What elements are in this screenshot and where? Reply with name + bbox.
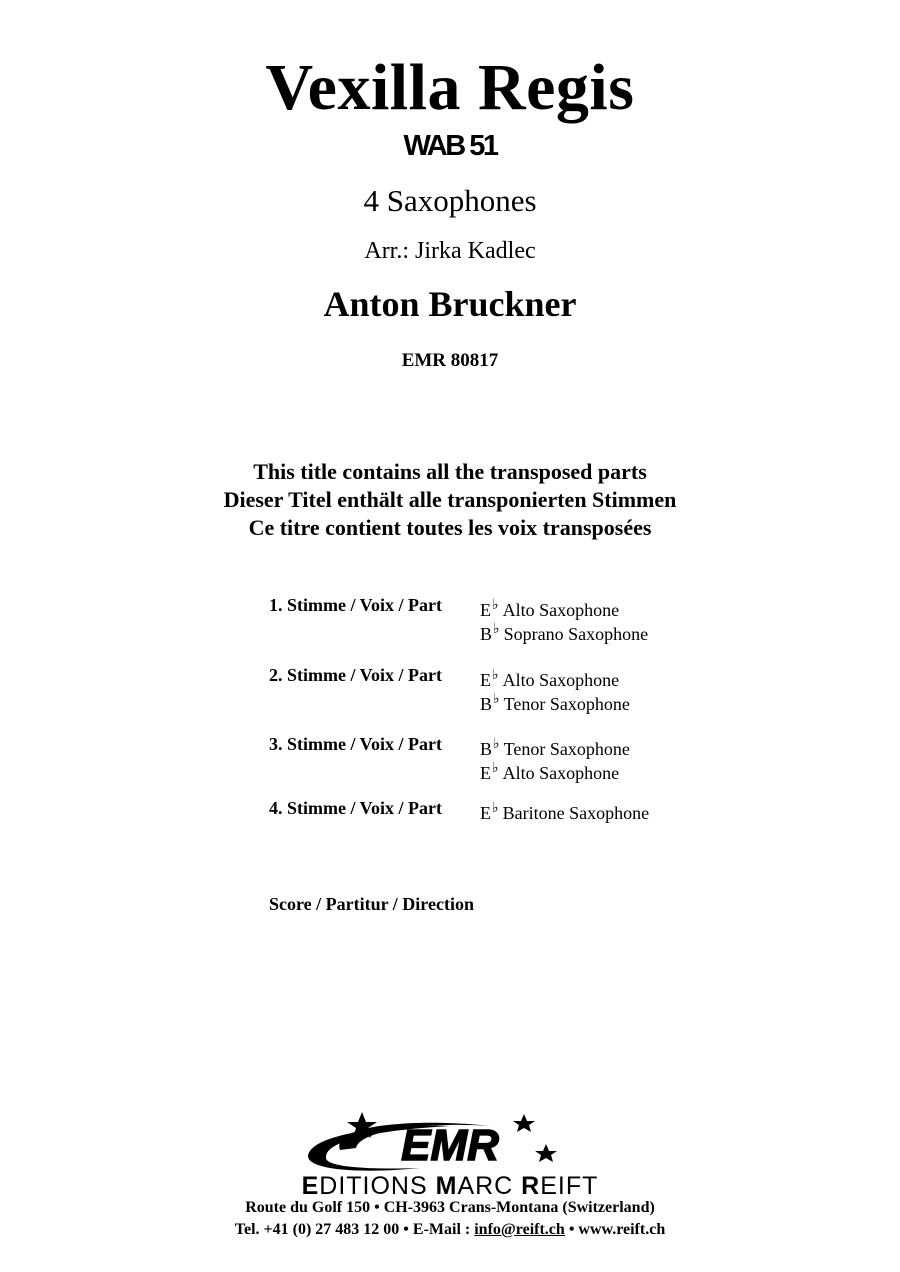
transposition-notes <box>0 458 900 542</box>
part-instrument: E♭ Baritone Saxophone <box>480 801 650 823</box>
flat-sign-icon: ♭ <box>492 801 499 816</box>
parts-list <box>269 596 749 829</box>
part-instrument: B♭ Tenor Saxophone <box>480 692 630 714</box>
score-label: Score / Partitur / Direction <box>269 894 474 914</box>
publisher-name: EDITIONS MARC REIFT <box>301 1172 599 1200</box>
flat-sign-icon: ♭ <box>492 761 499 776</box>
part-row <box>269 735 749 799</box>
catalog-number: WAB 51 <box>403 130 497 162</box>
email-link[interactable]: info@reift.ch <box>474 1221 565 1238</box>
part-label: 1. Stimme / Voix / Part <box>269 595 442 615</box>
flat-sign-icon: ♭ <box>493 622 500 637</box>
page-title: Vexilla Regis <box>265 51 635 124</box>
part-row <box>269 666 749 735</box>
part-instrument: E♭ Alto Saxophone <box>480 761 620 783</box>
arranger: Arr.: Jirka Kadlec <box>364 238 536 264</box>
part-row <box>269 596 749 666</box>
flat-sign-icon: ♭ <box>493 737 500 752</box>
part-instrument: E♭ Alto Saxophone <box>480 668 620 690</box>
note-english: This title contains all the transposed parts <box>253 459 647 484</box>
part-instrument: B♭ Soprano Saxophone <box>480 622 649 644</box>
publisher-contact: Tel. +41 (0) 27 483 12 00 • E-Mail : info@reift.ch • www.reift.ch <box>234 1221 666 1238</box>
flat-sign-icon: ♭ <box>492 668 499 683</box>
note-french: Ce titre contient toutes les voix transposées <box>248 515 652 540</box>
flat-sign-icon: ♭ <box>493 692 500 707</box>
edition-number: EMR 80817 <box>401 350 499 371</box>
note-german: Dieser Titel enthält alle transponierten Stimmen <box>223 487 677 512</box>
part-row <box>269 799 749 829</box>
publisher-address: Route du Golf 150 • CH-3963 Crans-Montana (Switzerland) <box>245 1199 655 1216</box>
flat-sign-icon: ♭ <box>492 598 499 613</box>
logo-text: EMR <box>401 1121 499 1170</box>
emr-logo-icon <box>300 1104 600 1182</box>
composer: Anton Bruckner <box>323 284 577 324</box>
part-label: 3. Stimme / Voix / Part <box>269 734 442 754</box>
part-instrument: E♭ Alto Saxophone <box>480 598 620 620</box>
instrumentation: 4 Saxophones <box>363 183 537 218</box>
part-label: 2. Stimme / Voix / Part <box>269 665 442 685</box>
part-instrument: B♭ Tenor Saxophone <box>480 737 630 759</box>
part-label: 4. Stimme / Voix / Part <box>269 798 442 818</box>
